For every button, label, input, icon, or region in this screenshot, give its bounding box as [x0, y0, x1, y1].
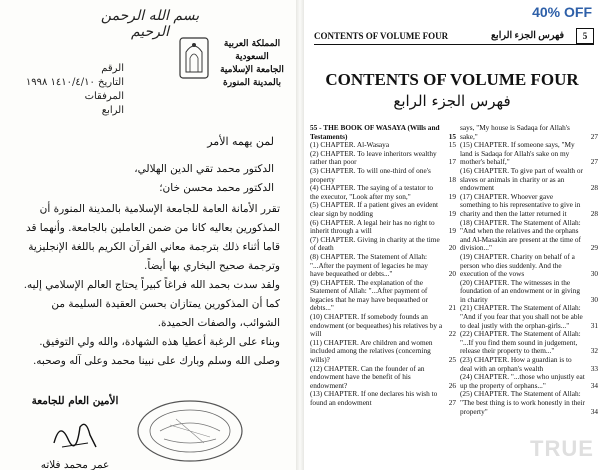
entry-title: (12) CHAPTER. Can the founder of an endowment have the benefit of his endowment?	[310, 363, 425, 390]
contents-entry	[460, 124, 598, 141]
entry-title: (21) CHAPTER. The Statement of Allah: "And if you fear that you shall not be able to deal justly with the orphan-girls..."	[460, 303, 583, 330]
addressee-name: الدكتور محمد محسن خان؛	[159, 182, 274, 194]
entry-page-number: 27	[590, 157, 598, 167]
contents-title: CONTENTS OF VOLUME FOUR	[325, 70, 579, 89]
entry-title: (19) CHAPTER. Charity on behalf of a person who dies suddenly. And the execution of the vows	[460, 251, 575, 279]
entry-title: (5) CHAPTER. If a patient gives an evident clear sign by nodding	[310, 200, 439, 218]
entry-page-number: 30	[590, 294, 598, 304]
entry-title: (22) CHAPTER. The Statement of Allah: "...If you find them sound in judgement, release their property to them..."	[460, 329, 581, 356]
entry-title: (9) CHAPTER. The explanation of the Statement of Allah: "...After payment of legacies that he may have bequeathed or debts..."	[310, 277, 428, 313]
contents-entry	[310, 167, 456, 184]
contents-entry	[460, 219, 598, 253]
entry-title: (2) CHAPTER. To leave inheritors wealthy rather than poor	[310, 148, 437, 167]
entry-page-number: 15	[448, 140, 456, 150]
entry-page-number: 28	[590, 183, 598, 193]
entry-page-number: 18	[448, 174, 456, 184]
letter-paragraph: تقرر الأمانة العامة للجامعة الإسلامية بالمدينة المنورة أن المذكورين بعاليه كانا من ضمن العاملين بالجامعة. وأنهما قد قاما أثناء ذلك بترجمة معاني القرآن الكريم باللغة الإنجليزية وترجمة صحيح البخاري بها أيضاً.	[25, 203, 280, 272]
entry-title: (8) CHAPTER. The Statement of Allah: "...After the payment of legacies he may have bequeathed or debts..."	[310, 251, 428, 279]
entry-page-number: 34	[590, 380, 598, 390]
handwritten-signature	[50, 413, 100, 453]
right-page-contents	[304, 0, 600, 470]
entry-page-number: 20	[448, 243, 456, 253]
contents-arabic-title: فهرس الجزء الرابع	[393, 92, 511, 110]
entry-page-number: 27	[448, 398, 456, 407]
contents-column-2	[460, 124, 598, 416]
entry-page-number: 34	[590, 406, 598, 416]
entry-page-number: 19	[448, 191, 456, 201]
contents-entry	[310, 236, 456, 253]
entry-title: (10) CHAPTER. If somebody founds an endowment (or bequeathes) his relatives by a will	[310, 312, 443, 339]
entry-title: (15) CHAPTER. If someone says, "My land is Sadaqa for Allah's sake on my mother's behalf,"	[460, 140, 575, 167]
entry-title: (11) CHAPTER. Are children and women included among the relatives (concerning wills)?	[310, 337, 433, 365]
entry-title: (23) CHAPTER. How a guardian is to deal with an orphan's wealth	[460, 355, 572, 373]
reference-code: الرابع	[101, 105, 124, 116]
contents-entry	[310, 150, 456, 167]
signatory-title: الأمين العام للجامعة	[31, 395, 119, 407]
entry-page-number: 20	[448, 269, 456, 279]
entry-title: (16) CHAPTER. To give part of wealth or slaves or animals in charity or as an endowment	[460, 165, 583, 193]
reference-date: التاريخ ١٤١٠/٤/١٠ ١٩٩٨	[25, 77, 124, 88]
contents-entry	[310, 124, 456, 141]
entry-page-number: 33	[590, 363, 598, 373]
contents-entry	[460, 390, 598, 416]
letterhead-text	[216, 38, 288, 90]
signature-block	[20, 395, 130, 470]
contents-entry	[310, 219, 456, 236]
entry-page-number: 31	[590, 320, 598, 330]
letter-paragraph: وصلى الله وسلم وبارك على نبينا محمد وعلى آله وصحبه.	[32, 355, 280, 367]
entry-title: (6) CHAPTER. A legal heir has no right to inherit through a will	[310, 217, 435, 236]
salutation: لمن يهمه الأمر	[207, 135, 274, 148]
entry-title: (7) CHAPTER. Giving in charity at the time of death	[310, 234, 440, 253]
contents-entry	[460, 356, 598, 373]
entry-title: (17) CHAPTER. Whoever gave something to his representative to give in charity and then the latter returned it	[460, 191, 581, 218]
watermark: TRUE	[530, 436, 594, 461]
entry-page-number: 21	[448, 303, 456, 313]
contents-entry	[460, 193, 598, 219]
university-letterhead	[168, 30, 288, 120]
entry-page-number: 19	[448, 226, 456, 236]
contents-entry	[460, 253, 598, 279]
running-header-arabic: فهرس الجزء الرابع	[491, 31, 564, 41]
contents-column-1	[310, 124, 456, 408]
contents-entry	[310, 365, 456, 391]
entry-page-number: 15	[448, 131, 456, 141]
addressee-names	[14, 160, 274, 198]
contents-entry	[460, 330, 598, 356]
entry-title: (3) CHAPTER. To will one-third of one's property	[310, 165, 431, 184]
entry-title: says, "My house is Sadaqa for Allah's sake,"	[460, 123, 570, 141]
official-stamp-icon	[130, 395, 250, 465]
entry-title: (20) CHAPTER. The witnesses in the foundation of an endowment or in giving in charity	[460, 277, 580, 304]
entry-page-number: 32	[590, 346, 598, 356]
discount-badge[interactable]: 40% OFF	[486, 2, 598, 22]
entry-page-number: 27	[590, 131, 598, 141]
reference-attachments: المرفقات	[84, 91, 124, 102]
entry-page-number: 30	[590, 269, 598, 279]
entry-page-number: 19	[448, 208, 456, 218]
contents-entry	[310, 201, 456, 218]
entry-page-number: 22	[448, 329, 456, 339]
entry-page-number: 26	[448, 380, 456, 390]
contents-entry	[310, 279, 456, 313]
page-number: 5	[576, 28, 594, 44]
letterhead-line3: بالمدينة المنورة	[223, 78, 281, 88]
basmala: بسم الله الرحمن الرحيم	[100, 8, 200, 40]
contents-entry	[310, 253, 456, 279]
contents-entry	[460, 167, 598, 193]
university-emblem-icon	[176, 32, 212, 84]
contents-entry	[460, 304, 598, 330]
entry-title: (18) CHAPTER. The Statement of Allah: "And when the relatives and the orphans and Al-Masakin are present at the time of division..."	[460, 217, 581, 253]
contents-entry	[310, 390, 456, 407]
reference-block	[25, 62, 124, 118]
signatory-name: عمر محمد فلاته	[40, 459, 110, 470]
letter-paragraph: وبناء على الرغبة أعطيا هذه الشهادة، والله ولي التوفيق.	[39, 336, 280, 348]
entry-page-number: 17	[448, 157, 456, 167]
entry-page-number: 29	[590, 243, 598, 253]
letter-paragraph: ولقد سدت بحمد الله فراغاً كبيراً يحتاج العالم الإسلامي إليه. كما أن المذكورين يمتازان بحسن العقيدة السليمة من الشوائب، والصفات الحميدة.	[23, 279, 280, 329]
entry-title: (4) CHAPTER. The saying of a testator to the executor, "Look after my son,"	[310, 183, 434, 201]
entry-title: 55 - THE BOOK OF WASAYA (Wills and Testaments)	[310, 123, 440, 141]
reference-number-label: الرقم	[101, 63, 124, 74]
contents-entry	[460, 141, 598, 167]
running-header	[314, 30, 594, 45]
book-gutter	[296, 0, 304, 470]
entry-page-number: 25	[448, 355, 456, 365]
addressee-name: الدكتور محمد تقي الدين الهلالي،	[134, 163, 274, 175]
contents-entry	[310, 339, 456, 365]
entry-title: (24) CHAPTER. "...those who unjustly eat up the property of orphans..."	[460, 372, 585, 390]
contents-entry	[460, 373, 598, 390]
entry-title: (25) CHAPTER. The Statement of Allah: "The best thing is to work honestly in their property"	[460, 389, 585, 416]
running-header-title: CONTENTS OF VOLUME FOUR	[314, 31, 449, 41]
entry-title: (1) CHAPTER. Al-Wasaya	[310, 140, 390, 150]
contents-entry	[460, 279, 598, 305]
entry-page-number: 28	[590, 208, 598, 218]
contents-entry	[310, 313, 456, 339]
entry-title: (13) CHAPTER. If one declares his wish to found an endowment	[310, 389, 438, 407]
letter-body	[18, 200, 280, 371]
letterhead-line1: المملكة العربية السعودية	[223, 39, 281, 62]
contents-entry	[310, 184, 456, 201]
letterhead-line2: الجامعة الإسلامية	[220, 65, 284, 75]
